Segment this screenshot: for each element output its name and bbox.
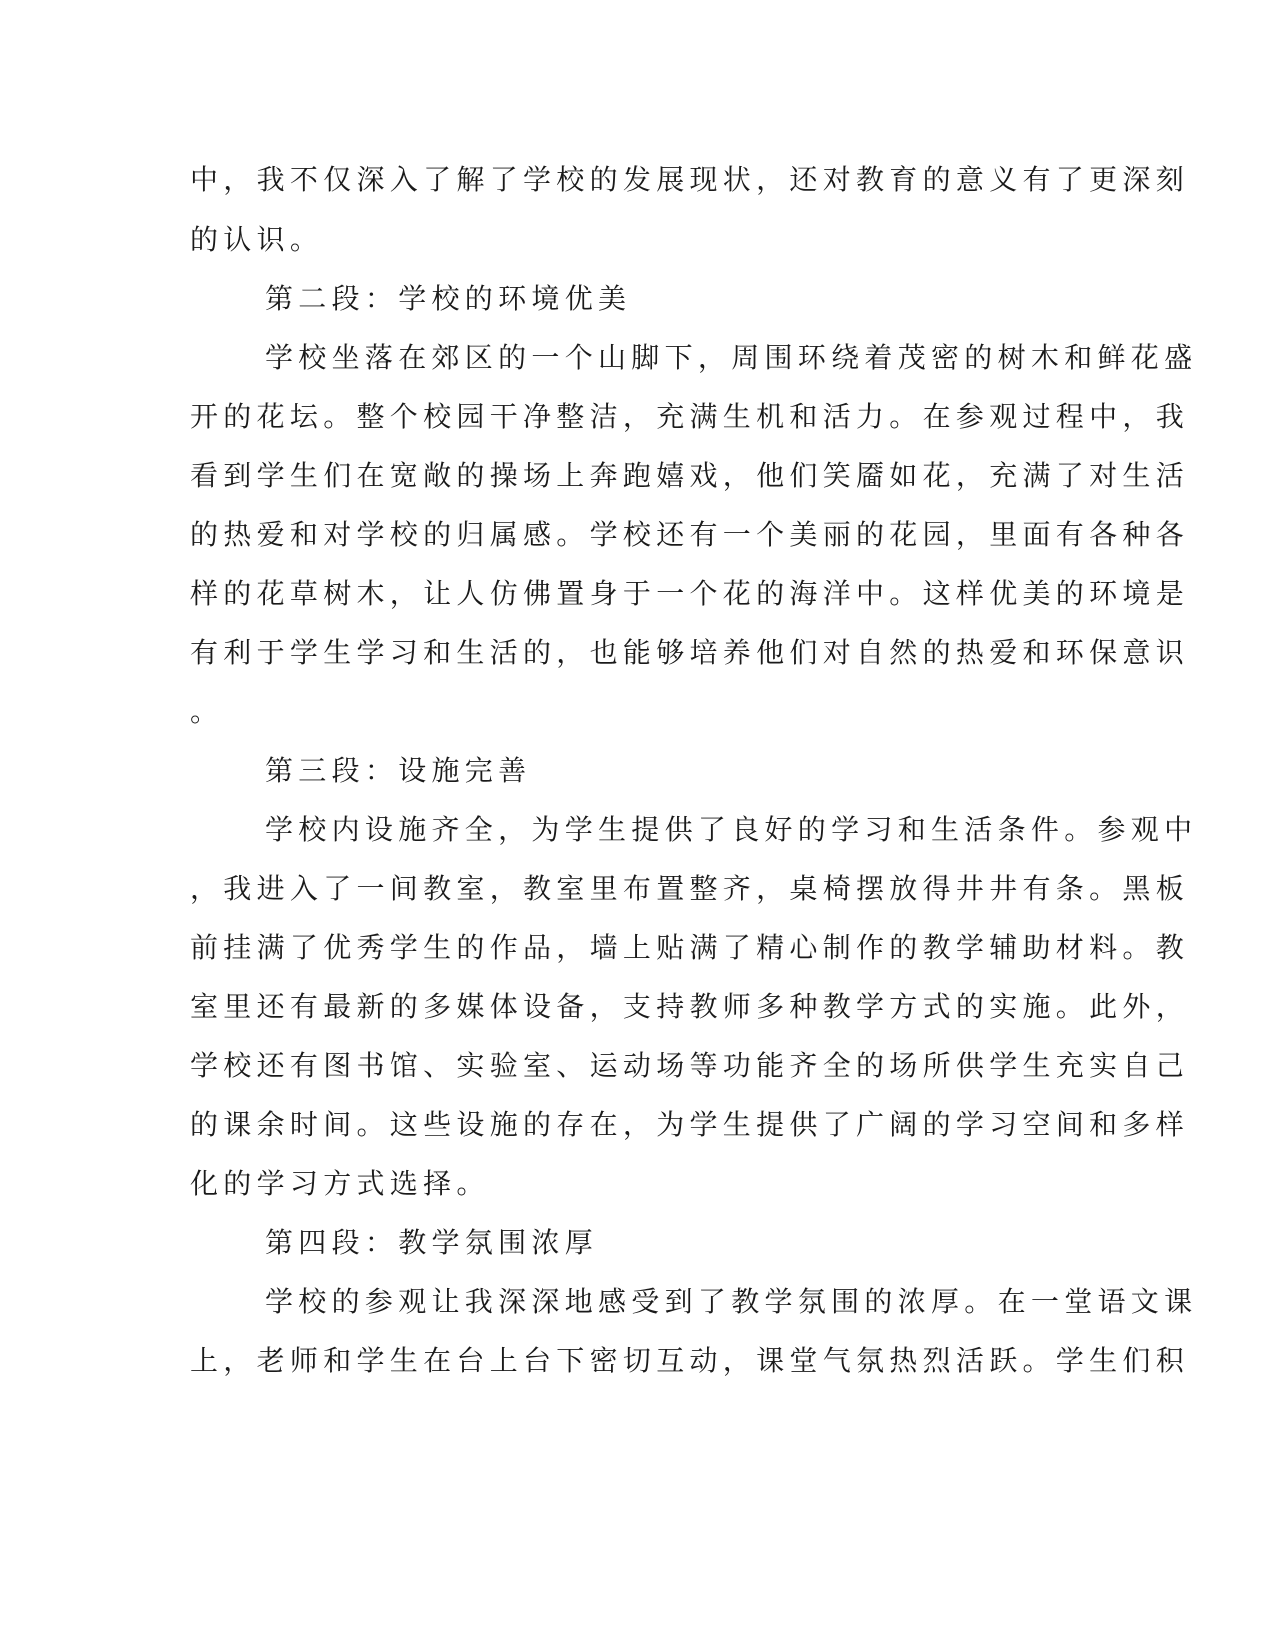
text-line: 中，我不仅深入了解了学校的发展现状，还对教育的意义有了更深刻 xyxy=(190,163,1190,196)
text-line: 上，老师和学生在台上台下密切互动，课堂气氛热烈活跃。学生们积 xyxy=(190,1344,1190,1377)
text-line: 化的学习方式选择。 xyxy=(190,1167,490,1200)
paragraph-first-line: 学校坐落在郊区的一个山脚下，周围环绕着茂密的树木和鲜花盛 xyxy=(265,341,1198,374)
text-line: 的热爱和对学校的归属感。学校还有一个美丽的花园，里面有各种各 xyxy=(190,518,1190,551)
text-line: ，我进入了一间教室，教室里布置整齐，桌椅摆放得井井有条。黑板 xyxy=(190,872,1190,905)
text-line: 样的花草树木，让人仿佛置身于一个花的海洋中。这样优美的环境是 xyxy=(190,577,1190,610)
text-line: 有利于学生学习和生活的，也能够培养他们对自然的热爱和环保意识 xyxy=(190,636,1190,669)
paragraph-first-line: 学校内设施齐全，为学生提供了良好的学习和生活条件。参观中 xyxy=(265,813,1198,846)
section-heading: 第二段：学校的环境优美 xyxy=(265,282,632,315)
text-line: 室里还有最新的多媒体设备，支持教师多种教学方式的实施。此外， xyxy=(190,990,1190,1023)
text-line: 学校还有图书馆、实验室、运动场等功能齐全的场所供学生充实自己 xyxy=(190,1049,1190,1082)
text-line: 开的花坛。整个校园干净整洁，充满生机和活力。在参观过程中，我 xyxy=(190,400,1190,433)
paragraph-first-line: 学校的参观让我深深地感受到了教学氛围的浓厚。在一堂语文课 xyxy=(265,1285,1198,1318)
text-line: 前挂满了优秀学生的作品，墙上贴满了精心制作的教学辅助材料。教 xyxy=(190,931,1190,964)
text-line: 看到学生们在宽敞的操场上奔跑嬉戏，他们笑靥如花，充满了对生活 xyxy=(190,459,1190,492)
section-heading: 第四段：教学氛围浓厚 xyxy=(265,1226,599,1259)
text-line: 的课余时间。这些设施的存在，为学生提供了广阔的学习空间和多样 xyxy=(190,1108,1190,1141)
section-heading: 第三段：设施完善 xyxy=(265,754,532,787)
text-line: 的认识。 xyxy=(190,223,324,256)
text-line: 。 xyxy=(190,695,224,728)
